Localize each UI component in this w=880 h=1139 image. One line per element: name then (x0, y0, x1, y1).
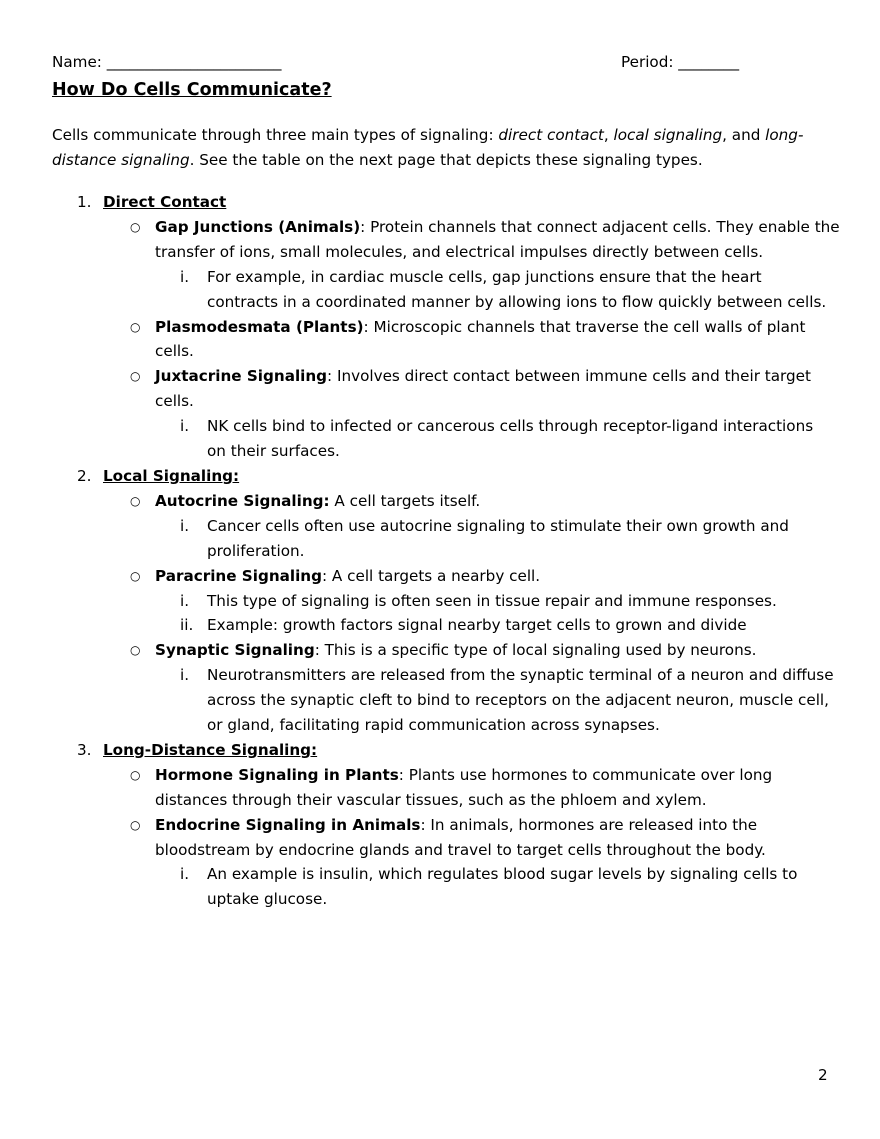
sub-item-text: For example, in cardiac muscle cells, gap junctions ensure that the heart contracts in a coordinated manner by allowing ions to flow quickly between cells. (207, 267, 827, 311)
sub-item-numeral: i. (180, 417, 190, 436)
bullet-item (0, 638, 880, 663)
hollow-bullet-icon: ○ (130, 817, 141, 832)
bullet-description: : Plants use hormones to communicate over long distances through their vascular tissues, such as the phloem and xylem. (155, 765, 773, 809)
section-item (0, 464, 880, 489)
bullet-term: Endocrine Signaling in Animals (155, 815, 421, 834)
section-heading (103, 467, 239, 485)
bullet-term: Hormone Signaling in Plants (155, 765, 399, 784)
sub-item-numeral: i. (180, 591, 190, 610)
sub-item (0, 862, 880, 912)
sub-item-text: Cancer cells often use autocrine signaling to stimulate their own growth and proliferation. (207, 516, 789, 560)
bullet-description: : A cell targets a nearby cell. (321, 566, 541, 585)
hollow-bullet-icon: ○ (130, 219, 141, 234)
sub-item-numeral: i. (180, 516, 190, 535)
period-field: Period: ________ (621, 53, 740, 71)
sub-item (0, 265, 880, 315)
bullet-item (0, 564, 880, 589)
hollow-bullet-icon: ○ (130, 319, 141, 334)
section-number: 3. (77, 740, 92, 759)
section-number: 1. (77, 193, 92, 211)
intro-paragraph (52, 123, 842, 173)
intro-text-2: , (603, 126, 614, 144)
hollow-bullet-icon: ○ (130, 767, 141, 782)
section-heading (103, 193, 226, 211)
sub-item-numeral: i. (180, 865, 190, 884)
bullet-item (0, 763, 880, 813)
bullet-description: : Involves direct contact between immune cells and their target cells. (155, 367, 811, 411)
sub-item-text: An example is insulin, which regulates blood sugar levels by signaling cells to uptake glucose. (207, 865, 798, 909)
section-heading-text: Local Signaling (103, 466, 234, 485)
sub-item (0, 414, 880, 464)
bullet-term: Paracrine Signaling (155, 566, 322, 585)
sub-item-text: NK cells bind to infected or cancerous cells through receptor-ligand interactions on their surfaces. (207, 417, 814, 461)
page-title: How Do Cells Communicate? (52, 80, 332, 100)
sub-item (0, 514, 880, 564)
intro-term-local-signaling: local signaling (613, 126, 723, 144)
hollow-bullet-icon: ○ (130, 369, 141, 384)
section-heading-text: Long-Distance Signaling (103, 740, 312, 759)
sub-item-numeral: i. (180, 267, 190, 286)
bullet-term: Gap Junctions (Animals) (155, 217, 361, 236)
intro-text-3: , and (722, 126, 766, 144)
section-item (0, 738, 880, 763)
bullet-term: Juxtacrine Signaling (155, 367, 328, 386)
bullet-description: : In animals, hormones are released into the bloodstream by endocrine glands and travel to target cells throughout the body. (155, 815, 766, 859)
bullet-description: : Protein channels that connect adjacent cells. They enable the transfer of ions, small molecules, and electrical impulses directly between cells. (155, 217, 840, 261)
intro-term-direct-contact: direct contact (498, 126, 604, 144)
sub-item-text: Neurotransmitters are released from the synaptic terminal of a neuron and diffuse across the synaptic cleft to bind to receptors on the adjacent neuron, muscle cell, or gland, facilitating rapid communication across synapses. (207, 666, 834, 735)
sub-item (0, 663, 880, 738)
section-item (0, 190, 880, 215)
intro-term-long-distance: long-distance signaling (52, 126, 804, 169)
header-row (52, 53, 742, 75)
bullet-description: A cell targets itself. (329, 491, 481, 510)
bullet-item (0, 315, 880, 365)
page-number: 2 (818, 1066, 828, 1084)
hollow-bullet-icon: ○ (130, 568, 141, 583)
intro-text-1: Cells communicate through three main types of signaling: (52, 126, 499, 144)
bullet-term: Autocrine Signaling: (155, 491, 330, 510)
sub-item-text: Example: growth factors signal nearby target cells to grown and divide (207, 616, 747, 635)
bullet-item (0, 489, 880, 514)
hollow-bullet-icon: ○ (130, 643, 141, 658)
bullet-item (0, 364, 880, 414)
sub-item (0, 613, 880, 638)
signaling-outline (0, 190, 880, 912)
section-heading-suffix: : (311, 740, 318, 759)
section-heading-suffix: : (233, 466, 240, 485)
name-field: Name: _______________________ (52, 53, 282, 71)
bullet-term: Synaptic Signaling (155, 641, 315, 660)
sub-item-numeral: ii. (180, 616, 194, 635)
sub-item (0, 589, 880, 614)
intro-text-4: . See the table on the next page that depicts these signaling types. (189, 151, 703, 169)
section-heading (103, 741, 317, 759)
hollow-bullet-icon: ○ (130, 493, 141, 508)
section-heading-text: Direct Contact (103, 193, 227, 211)
bullet-description: : Microscopic channels that traverse the cell walls of plant cells. (155, 317, 806, 361)
sub-item-numeral: i. (180, 666, 190, 685)
bullet-item (0, 215, 880, 265)
section-number: 2. (77, 466, 92, 485)
bullet-description: : This is a specific type of local signaling used by neurons. (314, 641, 757, 660)
sub-item-text: This type of signaling is often seen in tissue repair and immune responses. (207, 591, 777, 610)
bullet-term: Plasmodesmata (Plants) (155, 317, 364, 336)
bullet-item (0, 813, 880, 863)
